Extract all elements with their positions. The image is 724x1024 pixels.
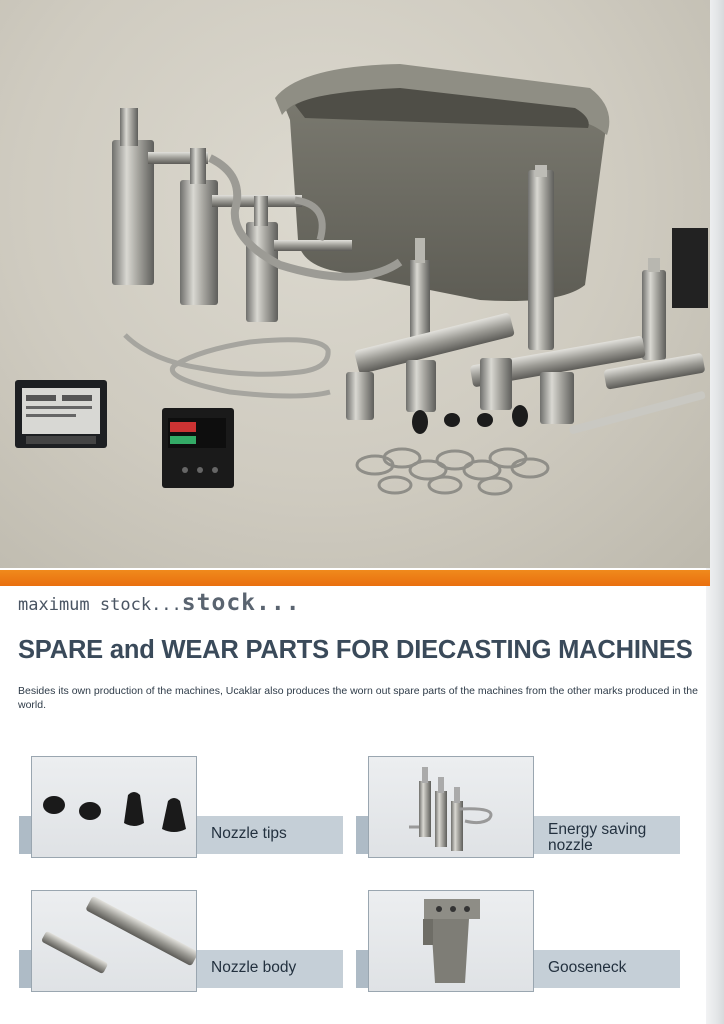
nozzle-body-photo	[31, 890, 197, 992]
label-bar-stub	[356, 950, 368, 988]
bracket-part	[672, 228, 708, 308]
product-label: Gooseneck	[548, 959, 627, 976]
crucible-pot	[275, 64, 609, 301]
sealing-rings	[357, 449, 548, 494]
flexible-conduit	[125, 335, 330, 396]
digital-controller	[162, 408, 234, 488]
slogan	[18, 590, 301, 618]
temperature-controller-board	[15, 380, 107, 448]
label-bar-stub	[356, 816, 368, 854]
product-label: Nozzle body	[211, 959, 297, 976]
label-bar-stub	[19, 816, 31, 854]
product-label: Energy saving nozzle	[548, 821, 647, 854]
label-bar-stub	[19, 950, 31, 988]
orange-divider-band	[0, 570, 710, 586]
gooseneck-photo	[368, 890, 534, 992]
product-card-nozzle-tips	[19, 756, 349, 860]
slogan-bold-text: stock...	[181, 590, 301, 616]
slogan-light-dots: ...	[151, 595, 182, 615]
product-label: Nozzle tips	[211, 825, 287, 842]
nozzle-tips-photo	[31, 756, 197, 858]
product-card-energy-saving-nozzle	[356, 756, 686, 860]
page-title: SPARE and WEAR PARTS FOR DIECASTING MACHINES	[18, 636, 693, 664]
slogan-light-text: maximum stock	[18, 595, 152, 615]
intro-paragraph: Besides its own production of the machines, Ucaklar also produces the worn out spare parts of the machines from the other marks produced in the world.	[18, 685, 698, 711]
energy-saving-nozzle-photo	[368, 756, 534, 858]
product-card-gooseneck	[356, 890, 686, 994]
product-card-nozzle-body	[19, 890, 349, 994]
